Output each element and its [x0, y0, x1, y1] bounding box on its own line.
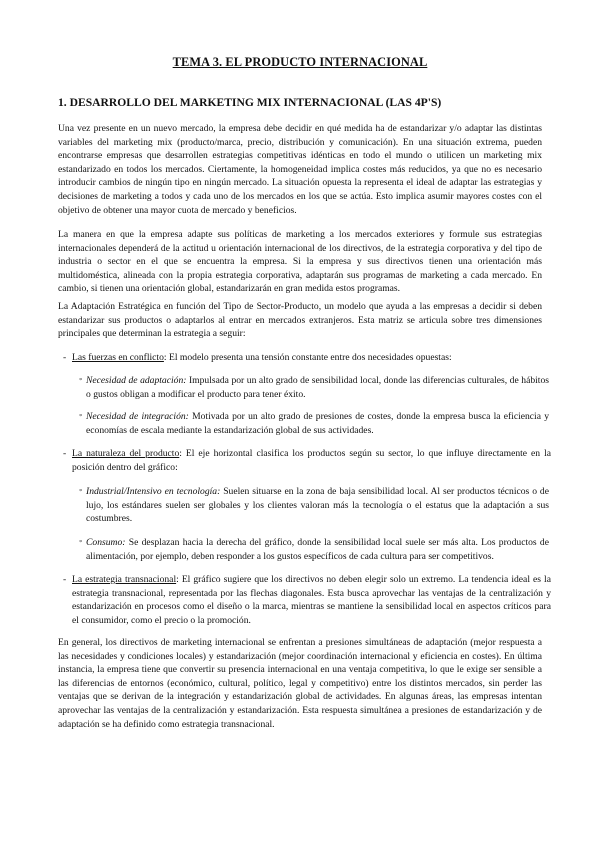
bullet-naturaleza-producto [63, 447, 551, 474]
sub-bullet-consumo [79, 536, 549, 563]
sub-bullet-label: Consumo: [86, 537, 126, 548]
sub-bullet-mark: ◦ [79, 485, 83, 496]
bullet-mark: - [63, 352, 67, 363]
sub-bullet-text: Motivada por un alto grado de presiones de costes, donde la empresa busca la eficiencia y economías de escala mediante la estandarización global de sus actividades. [86, 411, 549, 436]
bullet-label: La estrategia transnacional [72, 574, 177, 585]
sub-bullet-mark: ◦ [79, 410, 83, 421]
sub-bullet-label: Necesidad de adaptación: [86, 375, 187, 386]
sub-bullet-text: Se desplazan hacia la derecha del gráfico, donde la sensibilidad local suele ser más alta. Los productos de alimentación, por ejemplo, deben responder a los gustos específicos de cada cultura para ser competitivos. [86, 537, 549, 562]
bullet-text: : El modelo presenta una tensión constante entre dos necesidades opuestas: [163, 352, 452, 363]
sub-bullet-mark: ◦ [79, 374, 83, 385]
paragraph-orientation: La manera en que la empresa adapte sus políticas de marketing a los mercados exteriores y formule sus estrategias internacionales dependerá de la actitud u orientación internacional de los directivos, de la estrategia corporativa y del tipo de industria o sector en el que se encuentra la empresa. Si la empresa y sus directivos tienen una orientación más multidoméstica, alineada con la propia estrategia corporativa, adaptarán sus programas de marketing a cada mercado. En cambio, si tienen una orientación global, estandarizarán en gran medida estos programas. [58, 229, 542, 295]
sub-bullet-text: Suelen situarse en la zona de baja sensibilidad local. Al ser productos técnicos o de lujo, los estándares suelen ser globales y los clientes valoran más la tecnología o el estatus que la adaptación a sus costumbres. [86, 486, 549, 525]
section-heading: 1. DESARROLLO DEL MARKETING MIX INTERNACIONAL (LAS 4P'S) [58, 96, 442, 109]
bullet-estrategia-transnacional [63, 573, 551, 627]
sub-bullet-integracion [79, 410, 549, 437]
paragraph-conclusion: En general, los directivos de marketing internacional se enfrentan a presiones simultáneas de adaptación (mejor respuesta a las necesidades y condiciones locales) y estandarización (mejor coordinación internacional y eficiencia en costes). En última instancia, la empresa tiene que convertir su presencia internacional en una ventaja competitiva, lo que le exige ser sensible a las diferencias de entornos (económico, cultural, político, legal y competitivo) entre los distintos mercados, sin perder las ventajas que se derivan de la integración y estandarización global de actividades. En algunas áreas, las empresas intentan aprovechar las ventajas de la centralización y estandarización. Esta respuesta simultánea a presiones de estandarización y de adaptación se ha definido como estrategia transnacional. [58, 637, 542, 730]
bullet-mark: - [63, 574, 67, 585]
sub-bullet-label: Industrial/Intensivo en tecnología: [86, 486, 221, 497]
sub-bullet-mark: ◦ [79, 536, 83, 547]
bullet-label: Las fuerzas en conflicto [72, 352, 164, 363]
bullet-text: : El gráfico sugiere que los directivos no deben elegir solo un extremo. La tendencia ideal es la estrategia transnacional, representada por las flechas diagonales. Esta busca aprovechar las ventajas de la centralización y estandarización en procesos como el diseño o la marca, mientras se mantiene la sensibilidad local en aspectos críticos para el consumidor, como el precio o la promoción. [72, 574, 551, 626]
bullet-text: : El eje horizontal clasifica los productos según su sector, lo que influye directamente en la posición dentro del gráfico: [72, 448, 551, 473]
sub-bullet-text: Impulsada por un alto grado de sensibilidad local, donde las diferencias culturales, de hábitos o gustos obligan a modificar el producto para tener éxito. [86, 375, 549, 400]
document-title: TEMA 3. EL PRODUCTO INTERNACIONAL [172, 55, 428, 69]
paragraph-intro: Una vez presente en un nuevo mercado, la empresa debe decidir en qué medida ha de estandarizar y/o adaptar las distintas variables del marketing mix (producto/marca, precio, distribución y comunicación). En una situación extrema, pueden encontrarse empresas que desarrollen estrategias competitivas idénticas en todo el mundo o utilicen un marketing mix estandarizado en todos los mercados. Ciertamente, la homogeneidad implica costes más reducidos, ya que no es necesario introducir cambios de ningún tipo en ningún mercado. La situación opuesta la representa el ideal de adaptar las estrategias y decisiones de marketing a todos y cada uno de los mercados en los que se actúa. Esto implica asumir mayores costes con el objetivo de obtener una mayor cuota de mercado y beneficios. [58, 123, 542, 216]
sub-bullet-label: Necesidad de integración: [86, 411, 189, 422]
bullet-label: La naturaleza del producto [72, 448, 180, 459]
sub-bullet-industrial [79, 485, 549, 526]
sub-bullet-adaptacion [79, 374, 549, 401]
bullet-mark: - [63, 448, 67, 459]
bullet-fuerzas-en-conflicto [63, 351, 551, 365]
paragraph-adaptation-model: La Adaptación Estratégica en función del Tipo de Sector-Producto, un modelo que ayuda a las empresas a decidir si deben estandarizar sus productos o adaptarlos al entrar en mercados extranjeros. Esta matriz se articula sobre tres dimensiones principales que determinan la estrategia a seguir: [58, 301, 542, 340]
